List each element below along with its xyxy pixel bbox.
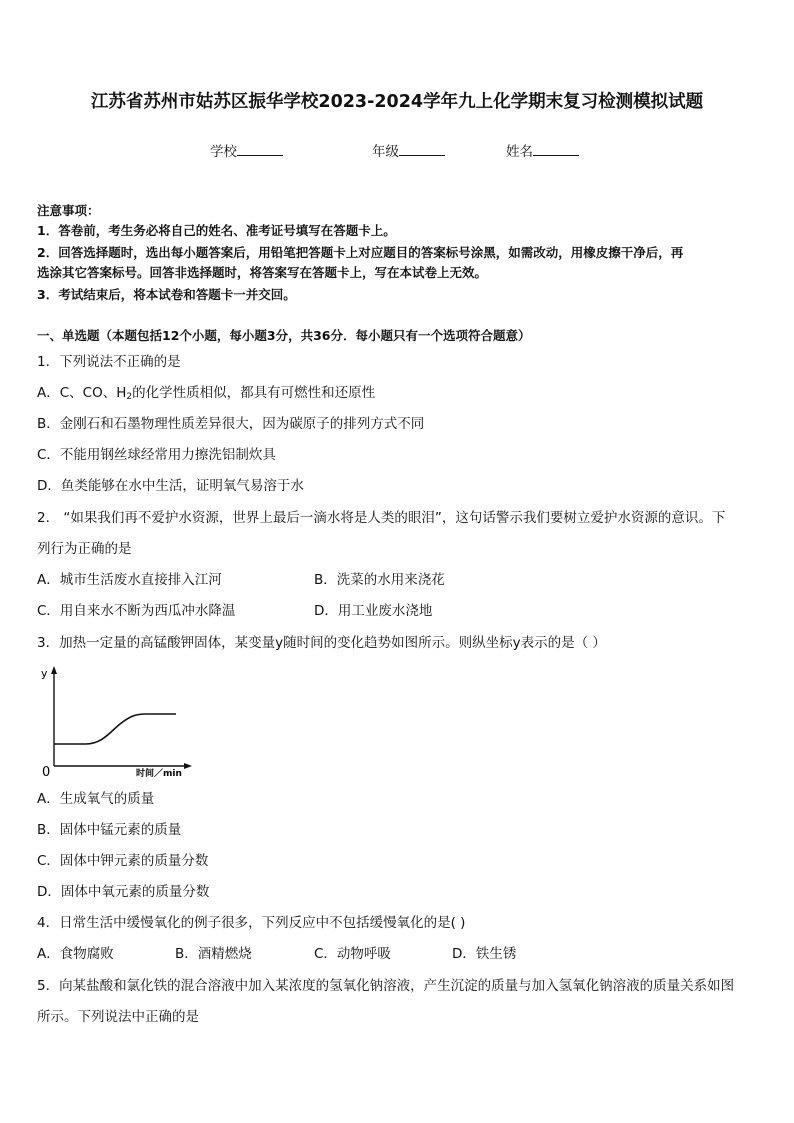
grade-label: 年级 [372,144,399,160]
notes-item-2b: 选涂其它答案标号。回答非选择题时，将答案写在答题卡上，写在本试卷上无效。 [37,265,488,280]
grade-field [372,140,445,160]
q1-option-c: C．不能用钢丝球经常用力擦洗铝制炊具 [37,447,276,463]
q2-option-c: C．用自来水不断为西瓜冲水降温 [37,603,236,619]
q3-option-a: A．生成氧气的质量 [37,791,155,807]
q1-stem: 1．下列说法不正确的是 [37,354,181,370]
graph-origin-label: 0 [42,765,51,780]
school-blank [237,142,283,156]
q3-option-b: B．固体中锰元素的质量 [37,822,182,838]
q1-option-d: D．鱼类能够在水中生活，证明氧气易溶于水 [37,478,304,494]
page-title: 江苏省苏州市姑苏区振华学校2023-2024学年九上化学期末复习检测模拟试题 [90,92,704,112]
q1-option-a: A．C、CO、$H_2$的化学性质相似，都具有可燃性和还原性 [37,385,376,402]
q2-option-a: A．城市生活废水直接排入江河 [37,572,222,588]
graph-y-label: y [41,667,48,680]
name-field [506,140,579,160]
q3-stem: 3．加热一定量的高锰酸钾固体，某变量y随时间的变化趋势如图所示。则纵坐标y表示的是（ ） [37,635,606,651]
q2-option-d: D．用工业废水浇地 [314,603,433,619]
q3-graph [36,662,196,780]
q3-option-c: C．固体中钾元素的质量分数 [37,853,209,869]
q4-option-d: D．铁生锈 [452,946,517,962]
y-axis-arrow [51,666,57,674]
q2-stem-1: 2． “如果我们再不爱护水资源，世界上最后一滴水将是人类的眼泪”，这句话警示我们要树立爱护水资源的意识。下 [37,510,726,526]
q3-option-d: D．固体中氧元素的质量分数 [37,884,210,900]
q2-option-b: B．洗菜的水用来浇花 [314,572,445,588]
notes-item-2a: 2．回答选择题时，选出每小题答案后，用铅笔把答题卡上对应题目的答案标号涂黑，如需改动，用橡皮擦干净后，再 [37,245,684,260]
section-heading: 一、单选题（本题包括12个小题，每小题3分，共36分．每小题只有一个选项符合题意） [37,328,531,343]
name-blank [533,142,579,156]
q5-stem-1: 5．向某盐酸和氯化铁的混合溶液中加入某浓度的氢氧化钠溶液，产生沉淀的质量与加入氢氧化钠溶液的质量关系如图 [37,978,735,994]
notes-item-1: 1．答卷前，考生务必将自己的姓名、准考证号填写在答题卡上。 [37,223,396,238]
q4-stem: 4．日常生活中缓慢氧化的例子很多，下列反应中不包括缓慢氧化的是( ) [37,915,466,931]
x-axis-arrow [184,763,192,769]
school-label: 学校 [210,144,237,160]
q5-stem-2: 所示。下列说法中正确的是 [37,1009,199,1025]
q4-option-b: B．酒精燃烧 [175,946,252,962]
grade-blank [399,142,445,156]
q2-stem-2: 列行为正确的是 [37,541,132,557]
graph-curve [54,714,176,744]
q4-option-a: A．食物腐败 [37,946,114,962]
q1-option-b: B．金刚石和石墨物理性质差异很大，因为碳原子的排列方式不同 [37,416,425,432]
school-field [210,140,283,160]
graph-x-label: 时间／min [136,769,182,779]
q4-option-c: C．动物呼吸 [314,946,391,962]
notes-heading: 注意事项： [37,203,100,218]
notes-item-3: 3．考试结束后，将本试卷和答题卡一并交回。 [37,287,296,302]
name-label: 姓名 [506,144,533,160]
